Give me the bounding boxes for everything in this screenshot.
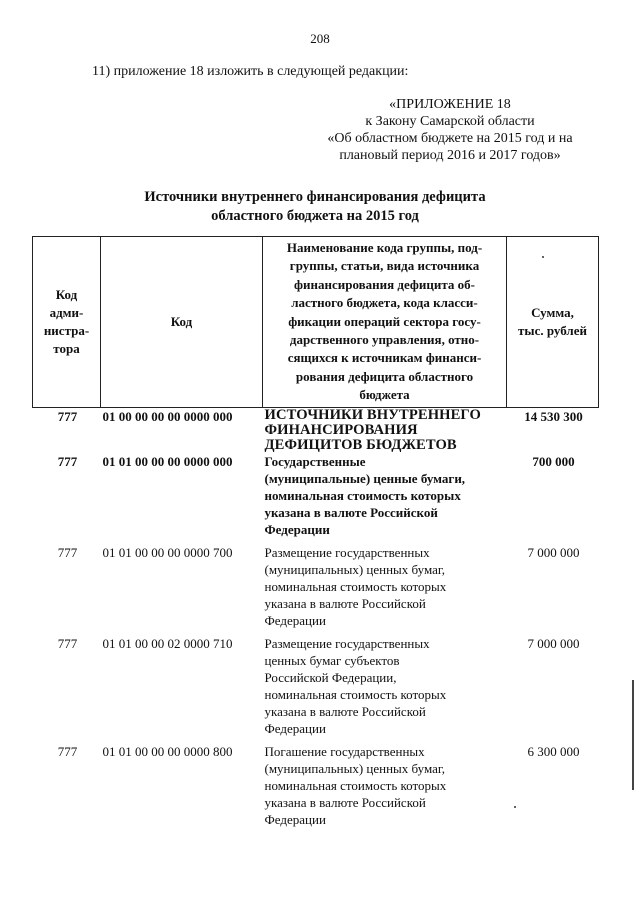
cell-admin: 777 [57, 408, 78, 424]
name-line: указана в валюте Российской [264, 794, 426, 810]
title-line: областного бюджета на 2015 год [211, 208, 419, 224]
header-code: Код [101, 237, 263, 408]
appendix-line: «ПРИЛОЖЕНИЕ 18 [389, 97, 511, 112]
name-line: указана в валюте Российской [264, 703, 426, 719]
scan-artifact [632, 680, 634, 790]
header-admin [33, 237, 101, 408]
header-line: дарственного управления, отно- [289, 332, 480, 348]
name-line: номинальная стоимость которых [264, 686, 447, 702]
appendix-line: к Закону Самарской области [365, 114, 535, 129]
document-title [60, 188, 570, 226]
scan-speck [514, 806, 516, 808]
name-line: Федерации [264, 521, 330, 537]
cell-name [263, 407, 507, 453]
name-line: Погашение государственных [264, 743, 425, 759]
header-line: нистра- [43, 322, 90, 338]
table-row [33, 407, 599, 453]
cell-code: 01 01 00 00 00 0000 000 [102, 453, 233, 469]
table-body [33, 407, 599, 834]
name-line: указана в валюте Российской [264, 504, 438, 520]
budget-table [32, 236, 599, 834]
cell-sum: 6 300 000 [527, 743, 580, 759]
cell-sum: 7 000 000 [527, 544, 580, 560]
table-row [33, 453, 599, 544]
cell-admin: 777 [57, 743, 78, 759]
cell-admin: 777 [57, 544, 78, 560]
header-line: Код [55, 286, 78, 302]
name-line: (муниципальных) ценных бумаг, [264, 561, 446, 577]
name-line: номинальная стоимость которых [264, 487, 461, 503]
table-row [33, 743, 599, 834]
name-line: указана в валюте Российской [264, 595, 426, 611]
header-line: сящихся к источникам финанси- [287, 350, 482, 366]
header-sum [507, 237, 599, 408]
cell-name [263, 544, 507, 635]
appendix-line: плановый период 2016 и 2017 годов» [339, 148, 561, 163]
name-line: Размещение государственных [264, 635, 430, 651]
table-row [33, 544, 599, 635]
cell-name [263, 453, 507, 544]
header-line: Наименование кода группы, под- [286, 240, 483, 255]
header-row [33, 237, 599, 408]
cell-admin: 777 [57, 635, 78, 651]
name-line: ИСТОЧНИКИ ВНУТРЕННЕГО [264, 406, 481, 423]
name-line: Государственные [264, 453, 366, 469]
name-line: (муниципальные) ценные бумаги, [264, 470, 466, 486]
name-line: номинальная стоимость которых [264, 578, 447, 594]
cell-sum: 700 000 [532, 453, 575, 469]
cell-name [263, 635, 507, 743]
appendix-header [300, 96, 600, 164]
name-line: ценных бумаг субъектов [264, 652, 400, 668]
cell-sum: 14 530 300 [524, 408, 583, 424]
cell-code: 01 00 00 00 00 0000 000 [102, 408, 233, 424]
cell-sum: 7 000 000 [527, 635, 580, 651]
header-line: финансирования дефицита об- [293, 276, 475, 292]
cell-code: 01 01 00 00 02 0000 710 [102, 635, 233, 651]
header-line: рования дефицита областного [295, 368, 474, 384]
table-header [33, 237, 599, 408]
name-line: (муниципальных) ценных бумаг, [264, 760, 446, 776]
name-line: Федерации [264, 720, 326, 736]
name-line: Федерации [264, 612, 326, 628]
header-line: бюджета [359, 387, 410, 403]
header-line: тыс. рублей [518, 322, 587, 338]
header-line: ластного бюджета, кода класси- [291, 295, 478, 311]
page-number: 208 [310, 31, 330, 46]
name-line: Российской Федерации, [264, 669, 397, 685]
header-line: группы, статьи, вида источника [289, 258, 480, 274]
cell-name [263, 743, 507, 834]
cell-code: 01 01 00 00 00 0000 800 [102, 743, 233, 759]
title-line: Источники внутреннего финансирования дефицита [144, 189, 486, 205]
header-line: тора [53, 340, 80, 356]
name-line: Размещение государственных [264, 544, 430, 560]
cell-code: 01 01 00 00 00 0000 700 [102, 544, 233, 560]
header-line: фикации операций сектора госу- [288, 313, 481, 329]
name-line: Федерации [264, 811, 326, 827]
cell-admin: 777 [57, 453, 78, 469]
name-line: ФИНАНСИРОВАНИЯ [264, 421, 418, 438]
header-name [263, 237, 507, 408]
name-line: номинальная стоимость которых [264, 777, 447, 793]
header-line: Сумма, [531, 304, 574, 320]
name-line: ДЕФИЦИТОВ БЮДЖЕТОВ [264, 436, 457, 453]
intro-text: 11) приложение 18 изложить в следующей редакции: [92, 64, 409, 79]
scan-speck [542, 256, 544, 258]
appendix-line: «Об областном бюджете на 2015 год и на [327, 131, 573, 146]
header-line: адми- [49, 304, 84, 320]
table-row [33, 635, 599, 743]
